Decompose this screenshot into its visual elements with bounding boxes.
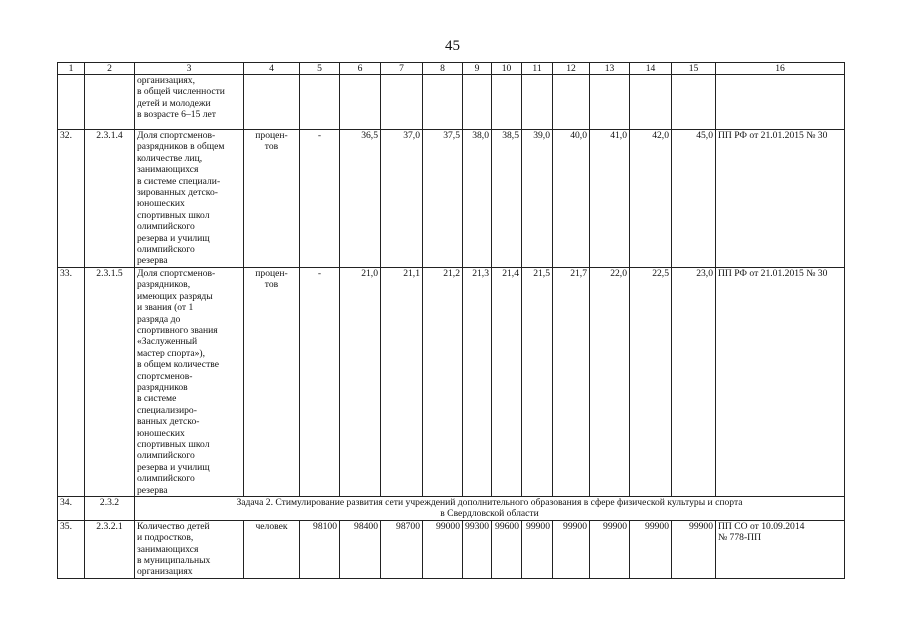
row-number: 34.: [58, 497, 85, 521]
value-cell: 99900: [522, 520, 553, 578]
value-cell: 98100: [300, 520, 340, 578]
empty-cell: [492, 75, 522, 130]
header-cell: 9: [463, 63, 492, 75]
value-cell: 23,0: [672, 267, 716, 496]
row-number: 32.: [58, 130, 85, 268]
indicator-name: Количество детей и подростков, занимающихся в муниципальных организациях: [135, 520, 244, 578]
empty-cell: [672, 75, 716, 130]
header-cell: 12: [553, 63, 590, 75]
empty-cell: [423, 75, 463, 130]
header-cell: 13: [590, 63, 630, 75]
value-cell: 99900: [553, 520, 590, 578]
value-cell: 45,0: [672, 130, 716, 268]
empty-cell: [522, 75, 553, 130]
indicator-name: Доля спортсменов- разрядников, имеющих разряды и звания (от 1 разряда до спортивного звания «Заслуженный мастер спорта»), в общем количестве спортсменов- разрядников в системе специализиро- ванных детско- юношеских спортивных школ олимпийского резерва и училищ олимпийского резерва: [135, 267, 244, 496]
header-cell: 8: [423, 63, 463, 75]
empty-cell: [381, 75, 423, 130]
value-cell: 21,1: [381, 267, 423, 496]
value-cell: 40,0: [553, 130, 590, 268]
header-cell: 11: [522, 63, 553, 75]
value-cell: 21,5: [522, 267, 553, 496]
value-cell: 99000: [423, 520, 463, 578]
empty-cell: [716, 75, 845, 130]
empty-cell: [590, 75, 630, 130]
row-number: 33.: [58, 267, 85, 496]
source-cell: ПП СО от 10.09.2014 № 778-ПП: [716, 520, 845, 578]
value-cell: 38,0: [463, 130, 492, 268]
empty-cell: [463, 75, 492, 130]
table-row: [58, 130, 845, 268]
header-cell: 15: [672, 63, 716, 75]
header-cell: 7: [381, 63, 423, 75]
page-number: 45: [445, 38, 460, 54]
empty-cell: [553, 75, 590, 130]
header-row: [58, 63, 845, 75]
unit-cell: процен- тов: [244, 130, 300, 268]
value-cell: 39,0: [522, 130, 553, 268]
value-cell: 21,7: [553, 267, 590, 496]
value-cell: 21,2: [423, 267, 463, 496]
empty-cell: [630, 75, 672, 130]
value-cell: 98400: [340, 520, 381, 578]
row-code: 2.3.2: [85, 497, 135, 521]
value-cell: 99300: [463, 520, 492, 578]
value-cell: 38,5: [492, 130, 522, 268]
value-cell: 22,5: [630, 267, 672, 496]
empty-cell: [58, 75, 85, 130]
header-cell: 16: [716, 63, 845, 75]
header-cell: 3: [135, 63, 244, 75]
value-cell: 37,5: [423, 130, 463, 268]
unit-cell: человек: [244, 520, 300, 578]
value-cell: 21,0: [340, 267, 381, 496]
header-cell: 2: [85, 63, 135, 75]
empty-cell: [340, 75, 381, 130]
indicator-name: Доля спортсменов- разрядников в общем количестве лиц, занимающихся в системе специали- зированных детско- юношеских спортивных школ олимпийского резерва и училищ олимпийского резерва: [135, 130, 244, 268]
value-cell: 42,0: [630, 130, 672, 268]
row-code: 2.3.2.1: [85, 520, 135, 578]
table-row: [58, 520, 845, 578]
row-number: 35.: [58, 520, 85, 578]
value-cell: 41,0: [590, 130, 630, 268]
value-cell: 99600: [492, 520, 522, 578]
task-title: Задача 2. Стимулирование развития сети учреждений дополнительного образования в сфере физической культуры и спорта в Свердловской области: [135, 497, 845, 521]
value-cell: 99900: [672, 520, 716, 578]
header-cell: 14: [630, 63, 672, 75]
header-cell: 1: [58, 63, 85, 75]
row-code: 2.3.1.5: [85, 267, 135, 496]
source-cell: ПП РФ от 21.01.2015 № 30: [716, 130, 845, 268]
empty-cell: [244, 75, 300, 130]
header-cell: 4: [244, 63, 300, 75]
base-value: -: [300, 267, 340, 496]
row-code: 2.3.1.4: [85, 130, 135, 268]
value-cell: 22,0: [590, 267, 630, 496]
value-cell: 99900: [630, 520, 672, 578]
empty-cell: [300, 75, 340, 130]
value-cell: 21,4: [492, 267, 522, 496]
value-cell: 37,0: [381, 130, 423, 268]
empty-cell: [85, 75, 135, 130]
base-value: -: [300, 130, 340, 268]
continuation-row: [58, 75, 845, 130]
header-cell: 10: [492, 63, 522, 75]
header-cell: 5: [300, 63, 340, 75]
value-cell: 98700: [381, 520, 423, 578]
source-cell: ПП РФ от 21.01.2015 № 30: [716, 267, 845, 496]
task-row: [58, 497, 845, 521]
table-row: [58, 267, 845, 496]
indicator-name: организациях, в общей численности детей и молодежи в возрасте 6–15 лет: [135, 75, 244, 130]
header-cell: 6: [340, 63, 381, 75]
value-cell: 99900: [590, 520, 630, 578]
unit-cell: процен- тов: [244, 267, 300, 496]
value-cell: 36,5: [340, 130, 381, 268]
indicators-table: [57, 62, 845, 579]
value-cell: 21,3: [463, 267, 492, 496]
